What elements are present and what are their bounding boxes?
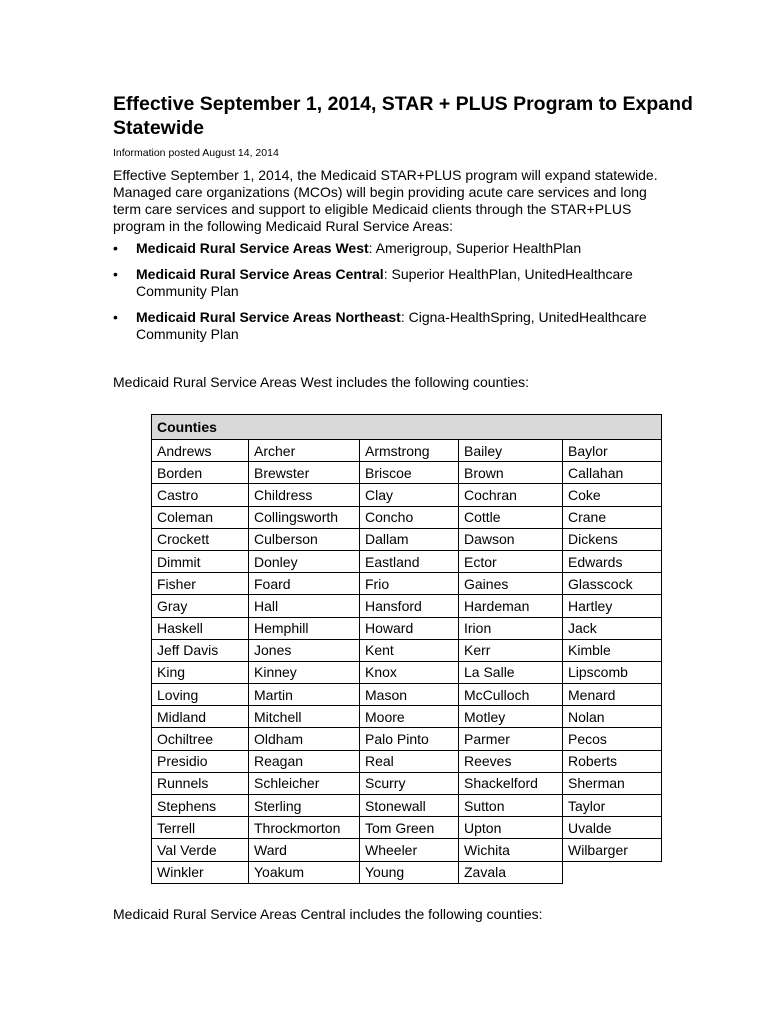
county-cell: Runnels	[152, 772, 249, 794]
county-cell: Reeves	[459, 750, 563, 772]
table-row	[152, 750, 662, 772]
table-row	[152, 528, 662, 550]
table-row	[152, 728, 662, 750]
west-counties-table	[151, 414, 662, 884]
table-row	[152, 617, 662, 639]
county-cell: Midland	[152, 706, 249, 728]
county-cell: Stephens	[152, 795, 249, 817]
county-cell: Cochran	[459, 484, 563, 506]
page-title: Effective September 1, 2014, STAR + PLUS Program to Expand Statewide	[113, 93, 693, 139]
county-cell: Dickens	[563, 528, 662, 550]
table-row	[152, 462, 662, 484]
table-row	[152, 795, 662, 817]
county-cell: Uvalde	[563, 817, 662, 839]
county-cell: Howard	[360, 617, 459, 639]
west-counties-intro: Medicaid Rural Service Areas West includes the following counties:	[113, 374, 530, 390]
county-cell: Frio	[360, 573, 459, 595]
county-cell	[563, 861, 662, 883]
table-row	[152, 684, 662, 706]
list-item-west	[113, 240, 673, 257]
table-row	[152, 661, 662, 683]
county-cell: Irion	[459, 617, 563, 639]
county-cell: Edwards	[563, 550, 662, 572]
list-item-central	[113, 266, 673, 300]
list-item-northeast	[113, 309, 673, 343]
county-cell: Kent	[360, 639, 459, 661]
table-row	[152, 595, 662, 617]
county-cell: Shackelford	[459, 772, 563, 794]
county-cell: Castro	[152, 484, 249, 506]
table-row	[152, 817, 662, 839]
county-cell: Hartley	[563, 595, 662, 617]
county-cell: La Salle	[459, 661, 563, 683]
area-name: Medicaid Rural Service Areas West	[136, 240, 369, 256]
county-cell: Real	[360, 750, 459, 772]
county-cell: Dawson	[459, 528, 563, 550]
county-cell: Kerr	[459, 639, 563, 661]
bullet-icon: •	[113, 309, 118, 325]
county-cell: Childress	[249, 484, 360, 506]
county-cell: Ward	[249, 839, 360, 861]
county-cell: Reagan	[249, 750, 360, 772]
area-mcos: : Amerigroup, Superior HealthPlan	[368, 240, 582, 256]
table-row	[152, 639, 662, 661]
table-row	[152, 839, 662, 861]
county-cell: Ochiltree	[152, 728, 249, 750]
county-cell: Borden	[152, 462, 249, 484]
county-cell: Cottle	[459, 506, 563, 528]
county-cell: Upton	[459, 817, 563, 839]
county-cell: Menard	[563, 684, 662, 706]
county-cell: Taylor	[563, 795, 662, 817]
county-cell: Zavala	[459, 861, 563, 883]
county-cell: Coleman	[152, 506, 249, 528]
table-row	[152, 440, 662, 462]
county-cell: Young	[360, 861, 459, 883]
county-cell: Wilbarger	[563, 839, 662, 861]
table-row	[152, 506, 662, 528]
county-cell: Lipscomb	[563, 661, 662, 683]
intro-paragraph: Effective September 1, 2014, the Medicaid STAR+PLUS program will expand statewide. Managed care organizations (MCOs) will begin providing acute care services and long term care services and support to eligible Medicaid clients through the STAR+PLUS program in the following Medicaid Rural Service Areas:	[113, 167, 658, 234]
county-cell: Jones	[249, 639, 360, 661]
county-cell: Wichita	[459, 839, 563, 861]
county-cell: Glasscock	[563, 573, 662, 595]
county-cell: Baylor	[563, 440, 662, 462]
service-areas-list	[113, 240, 673, 343]
county-cell: Armstrong	[360, 440, 459, 462]
posted-date: Information posted August 14, 2014	[113, 147, 279, 159]
county-cell: Gaines	[459, 573, 563, 595]
county-cell: Haskell	[152, 617, 249, 639]
county-cell: Scurry	[360, 772, 459, 794]
county-cell: Mason	[360, 684, 459, 706]
county-cell: Throckmorton	[249, 817, 360, 839]
county-cell: Tom Green	[360, 817, 459, 839]
county-cell: Parmer	[459, 728, 563, 750]
county-cell: Concho	[360, 506, 459, 528]
table-row	[152, 772, 662, 794]
table-row	[152, 861, 662, 883]
central-counties-intro: Medicaid Rural Service Areas Central includes the following counties:	[113, 906, 543, 922]
county-cell: Moore	[360, 706, 459, 728]
table-header-row	[152, 415, 662, 440]
county-cell: Winkler	[152, 861, 249, 883]
county-cell: Brewster	[249, 462, 360, 484]
county-cell: Nolan	[563, 706, 662, 728]
county-cell: Sherman	[563, 772, 662, 794]
county-cell: Dimmit	[152, 550, 249, 572]
area-name: Medicaid Rural Service Areas Northeast	[136, 309, 401, 325]
county-cell: Foard	[249, 573, 360, 595]
area-mcos: : Superior HealthPlan, UnitedHealthcare Community Plan	[136, 266, 633, 299]
county-cell: Jeff Davis	[152, 639, 249, 661]
county-cell: Val Verde	[152, 839, 249, 861]
county-cell: Hardeman	[459, 595, 563, 617]
bullet-icon: •	[113, 266, 118, 282]
county-cell: Andrews	[152, 440, 249, 462]
county-cell: Coke	[563, 484, 662, 506]
county-cell: Crane	[563, 506, 662, 528]
county-cell: Presidio	[152, 750, 249, 772]
county-cell: King	[152, 661, 249, 683]
county-cell: Culberson	[249, 528, 360, 550]
table-header: Counties	[152, 415, 662, 440]
county-cell: Motley	[459, 706, 563, 728]
bullet-icon: •	[113, 240, 118, 256]
county-cell: Gray	[152, 595, 249, 617]
county-cell: Stonewall	[360, 795, 459, 817]
county-cell: Sutton	[459, 795, 563, 817]
county-cell: Sterling	[249, 795, 360, 817]
county-cell: Brown	[459, 462, 563, 484]
county-cell: Hemphill	[249, 617, 360, 639]
county-cell: Martin	[249, 684, 360, 706]
table-row	[152, 484, 662, 506]
county-cell: Yoakum	[249, 861, 360, 883]
county-cell: Pecos	[563, 728, 662, 750]
county-cell: Loving	[152, 684, 249, 706]
county-cell: McCulloch	[459, 684, 563, 706]
county-cell: Clay	[360, 484, 459, 506]
county-cell: Kimble	[563, 639, 662, 661]
county-cell: Eastland	[360, 550, 459, 572]
county-cell: Briscoe	[360, 462, 459, 484]
county-cell: Roberts	[563, 750, 662, 772]
county-cell: Oldham	[249, 728, 360, 750]
area-name: Medicaid Rural Service Areas Central	[136, 266, 384, 282]
table-row	[152, 706, 662, 728]
county-cell: Jack	[563, 617, 662, 639]
county-cell: Donley	[249, 550, 360, 572]
table-row	[152, 550, 662, 572]
county-cell: Palo Pinto	[360, 728, 459, 750]
table-body	[152, 440, 662, 884]
county-cell: Wheeler	[360, 839, 459, 861]
county-cell: Bailey	[459, 440, 563, 462]
county-cell: Hansford	[360, 595, 459, 617]
area-mcos: : Cigna-HealthSpring, UnitedHealthcare Community Plan	[136, 309, 647, 342]
county-cell: Mitchell	[249, 706, 360, 728]
county-cell: Ector	[459, 550, 563, 572]
county-cell: Hall	[249, 595, 360, 617]
county-cell: Kinney	[249, 661, 360, 683]
county-cell: Callahan	[563, 462, 662, 484]
county-cell: Collingsworth	[249, 506, 360, 528]
county-cell: Dallam	[360, 528, 459, 550]
county-cell: Terrell	[152, 817, 249, 839]
county-cell: Knox	[360, 661, 459, 683]
county-cell: Fisher	[152, 573, 249, 595]
county-cell: Archer	[249, 440, 360, 462]
county-cell: Crockett	[152, 528, 249, 550]
county-cell: Schleicher	[249, 772, 360, 794]
table-row	[152, 573, 662, 595]
